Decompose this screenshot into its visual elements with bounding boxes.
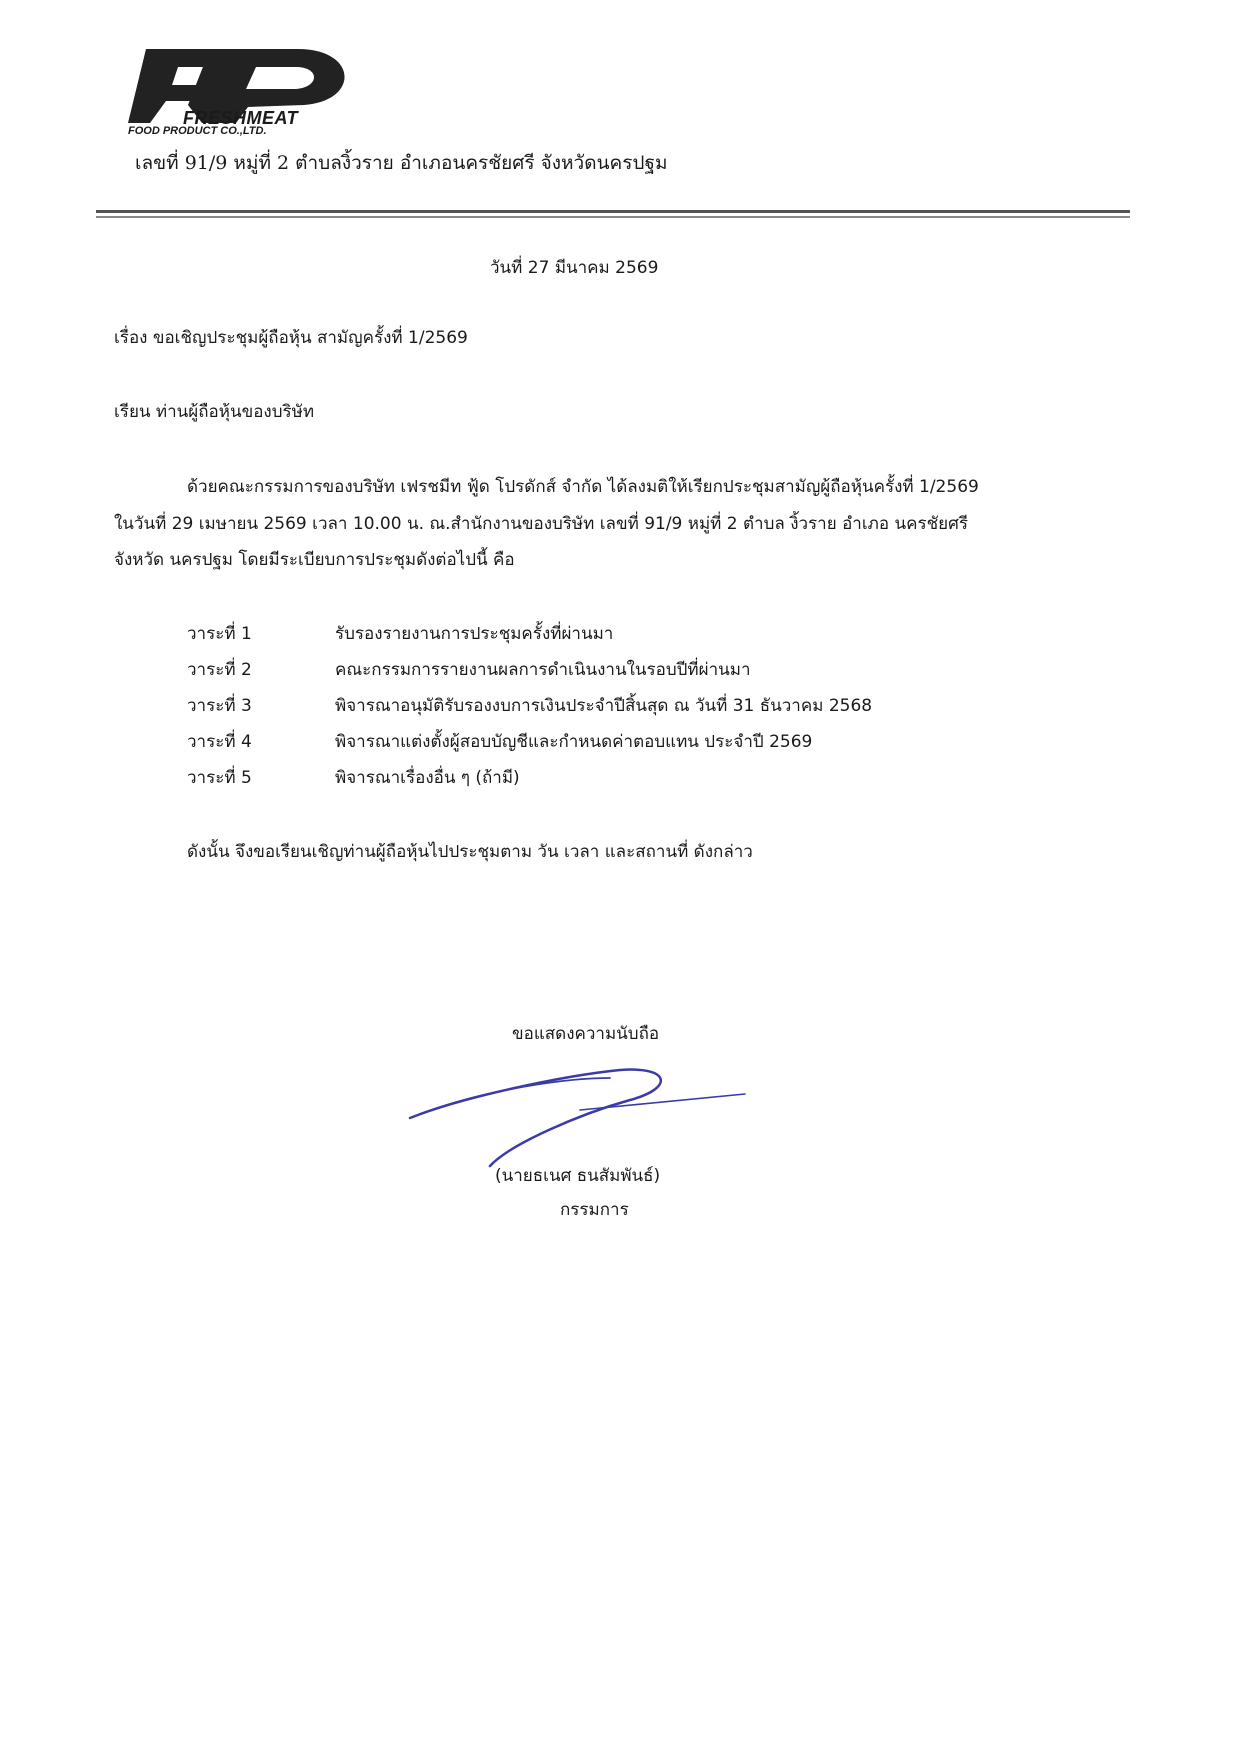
agenda-text: พิจารณาแต่งตั้งผู้สอบบัญชีและกำหนดค่าตอบแทน ประจำปี 2569 (335, 732, 813, 752)
agenda-number: วาระที่ 4 (187, 732, 252, 752)
regards: ขอแสดงความนับถือ (512, 1024, 660, 1044)
agenda-text: คณะกรรมการรายงานผลการดำเนินงานในรอบปีที่ผ่านมา (335, 660, 751, 680)
paragraph-line: ด้วยคณะกรรมการของบริษัท เฟรชมีท ฟู้ด โปรดักส์ จำกัด ได้ลงมติให้เรียกประชุมสามัญผู้ถือหุ้นครั้งที่ 1/2569 (187, 477, 979, 497)
agenda-number: วาระที่ 1 (187, 624, 252, 644)
agenda-text: พิจารณาเรื่องอื่น ๆ (ถ้ามี) (335, 768, 520, 788)
letter-subject: เรื่อง ขอเชิญประชุมผู้ถือหุ้น สามัญครั้งที่ 1/2569 (114, 328, 468, 348)
agenda-number: วาระที่ 5 (187, 768, 252, 788)
signature-stroke (420, 1078, 610, 1114)
agenda-number: วาระที่ 2 (187, 660, 252, 680)
paragraph-line: ในวันที่ 29 เมษายน 2569 เวลา 10.00 น. ณ.สำนักงานของบริษัท เลขที่ 91/9 หมู่ที่ 2 ตำบล งิ้วราย อำเภอ นครชัยศรี (114, 514, 969, 534)
letter-date: วันที่ 27 มีนาคม 2569 (490, 258, 659, 278)
letter-recipient: เรียน ท่านผู้ถือหุ้นของบริษัท (114, 402, 315, 422)
signature-stroke (580, 1094, 745, 1110)
agenda-text: รับรองรายงานการประชุมครั้งที่ผ่านมา (335, 624, 614, 644)
signer-title: กรรมการ (560, 1200, 629, 1220)
logo-subtitle: FOOD PRODUCT CO.,LTD. (128, 125, 267, 137)
agenda-text: พิจารณาอนุมัติรับรองงบการเงินประจำปีสิ้นสุด ณ วันที่ 31 ธันวาคม 2568 (335, 696, 873, 716)
logo-name: FRESHMEAT (183, 108, 299, 128)
header-rule-thin (96, 216, 1130, 218)
agenda-number: วาระที่ 3 (187, 696, 252, 716)
paragraph-line: จังหวัด นครปฐม โดยมีระเบียบการประชุมดังต่อไปนี้ คือ (114, 550, 515, 570)
closing-sentence: ดังนั้น จึงขอเรียนเชิญท่านผู้ถือหุ้นไปประชุมตาม วัน เวลา และสถานที่ ดังกล่าว (187, 842, 753, 862)
company-address: เลขที่ 91/9 หมู่ที่ 2 ตำบลงิ้วราย อำเภอนครชัยศรี จังหวัดนครปฐม (135, 152, 668, 174)
handwritten-signature (400, 1048, 760, 1172)
header-rule (96, 210, 1130, 213)
signer-name: (นายธเนศ ธนสัมพันธ์) (495, 1166, 661, 1186)
